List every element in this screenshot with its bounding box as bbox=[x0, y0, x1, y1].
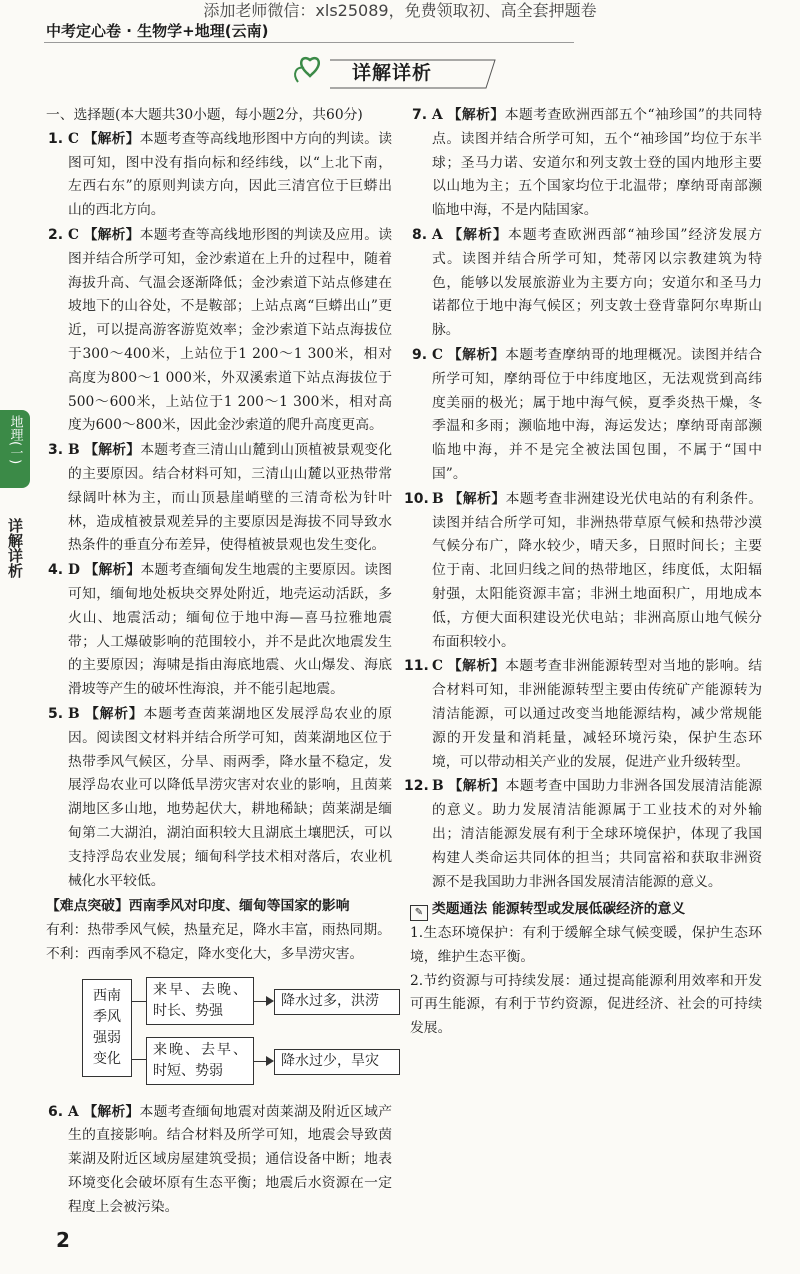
item-answer: A bbox=[432, 226, 443, 243]
diagram-result-box-1 bbox=[274, 989, 400, 1015]
item-tag: 【解析】 bbox=[84, 442, 141, 459]
answer-item-9 bbox=[410, 344, 762, 487]
header-rule bbox=[44, 42, 574, 43]
monsoon-diagram bbox=[82, 973, 412, 1097]
item-text: 本题考查等高线地形图中方向的判读。读图可知，图中没有指向标和经纬线，以“上北下南，左西右东”的原则判读方向，因此三清宫位于巨蟒出山的西北方向。 bbox=[68, 130, 393, 219]
section-title: 一、选择题(本大题共30小题，每小题2分，共60分) bbox=[46, 107, 363, 123]
page-number: 2 bbox=[56, 1228, 70, 1252]
item-number: 2. bbox=[48, 226, 64, 243]
category-note-heading bbox=[410, 898, 762, 922]
diagram-result-box-2 bbox=[274, 1049, 400, 1075]
item-answer: C bbox=[68, 130, 79, 147]
item-tag: 【解析】 bbox=[448, 778, 506, 795]
diagram-root-box bbox=[82, 979, 132, 1077]
right-column bbox=[404, 104, 763, 1041]
item-text: 本题考查中国助力非洲各国发展清洁能源的意义。助力发展清洁能源属于工业技术的对外输出；清洁能源发展有利于全球环境保护，体现了我国构建人类命运共同体的担当；共同富裕和获取非洲资源不是我国助力非洲各国发展清洁能源的意义。 bbox=[432, 778, 763, 890]
diagram-result-text-2: 降水过少，旱灾 bbox=[281, 1052, 379, 1069]
item-answer: A bbox=[68, 1103, 79, 1120]
difficulty-note-line1: 有利：热带季风气候，热量充足，降水丰富，雨热同期。 bbox=[46, 922, 391, 939]
item-number: 8. bbox=[412, 226, 428, 243]
category-note-point-2: 2.节约资源与可持续发展：通过提高能源利用效率和开发可再生能源，有利于节约资源，促进经济、社会的可持续发展。 bbox=[410, 972, 762, 1037]
answer-item-5 bbox=[46, 703, 392, 893]
item-tag: 【解析】 bbox=[83, 1103, 140, 1120]
banner-title: 详解详析 bbox=[352, 62, 433, 84]
item-text: 本题考查缅甸发生地震的主要原因。读图可知，缅甸地处板块交界处附近，地壳运动活跃，多火山、地震活动；缅甸位于地中海—喜马拉雅地震带；人工爆破影响的范围较小，并不是此次地震发生的主要原因；海啸是指由海底地震、火山爆发、海底滑坡等产生的破坏性海浪，并不能引起地震。 bbox=[68, 562, 393, 698]
answer-item-10 bbox=[404, 488, 763, 655]
arrow-head-icon bbox=[266, 996, 274, 1006]
category-note bbox=[410, 898, 762, 1041]
item-text: 本题考查非洲能源转型对当地的影响。结合材料可知，非洲能源转型主要由传统矿产能源转为清洁能源，可以通过改变当地能源结构，减少常规能源的开发量和消耗量，减轻环境污染，保护生态环境，可以带动相关产业的发展，促进产业升级转型。 bbox=[432, 658, 763, 770]
item-answer: B bbox=[432, 490, 444, 507]
item-tag: 【解析】 bbox=[447, 658, 506, 675]
item-answer: C bbox=[68, 226, 79, 243]
item-text: 本题考查欧洲西部“袖珍国”经济发展方式。读图并结合所学可知，梵蒂冈以宗教建筑为特色，能够以发展旅游业为主要方向；安道尔和圣马力诺都位于地中海气候区；列支敦士登背靠阿尔卑斯山脉。 bbox=[432, 226, 763, 339]
difficulty-note-title: 【难点突破】西南季风对印度、缅甸等国家的影响 bbox=[46, 898, 350, 915]
item-answer: B bbox=[68, 705, 80, 722]
left-column bbox=[46, 104, 392, 1221]
item-number: 6. bbox=[48, 1103, 64, 1120]
item-number: 7. bbox=[412, 107, 428, 123]
item-text: 本题考查等高线地形图的判读及应用。读图并结合所学可知，金沙索道在上升的过程中，随着海拔升高、气温会逐渐降低；金沙索道下站点修建在坡地下的山谷处，不是鞍部；上站点离“巨蟒出山”更近，可以提高游客游览效率；金沙索道下站点海拔位于300～400米，上站位于1 200～1 300米，相对高度为800～1 000米，外双溪索道下站点海拔位于500～600米，上站位于1 200～1 300米，相对高度为600～800米，因此金沙索道的爬升高度更高。 bbox=[68, 226, 393, 434]
item-number: 11. bbox=[404, 658, 429, 675]
diagram-cause-box-1 bbox=[146, 977, 254, 1025]
item-text: 本题考查三清山山麓到山顶植被景观变化的主要原因。结合材料可知，三清山山麓以亚热带常绿阔叶林为主，而山顶悬崖峭壁的三清奇松为针叶林，造成植被景观差异的主要原因是海拔不同导致水热条件的垂直分布差异，使得植被景观也发生变化。 bbox=[68, 442, 393, 554]
item-answer: D bbox=[68, 562, 80, 579]
answer-item-12 bbox=[404, 775, 763, 894]
answer-item-6 bbox=[46, 1101, 392, 1220]
answer-item-8 bbox=[410, 224, 762, 343]
item-text: 本题考查非洲建设光伏电站的有利条件。读图并结合所学可知，非洲热带草原气候和热带沙漠气候分布广，降水较少，晴天多，日照时间长；主要位于南、北回归线之间的热带地区，纬度低，太阳辐射强，太阳能资源丰富；非洲土地面积广，用地成本低，方便大面积建设光伏电站；非洲高原山地气候分布面积较小。 bbox=[432, 490, 763, 650]
item-tag: 【解析】 bbox=[84, 562, 141, 579]
subject-tab-volume: (一) bbox=[7, 441, 23, 465]
category-note-point-1: 1.生态环境保护：有利于缓解全球气候变暖，保护生态环境，维护生态平衡。 bbox=[410, 925, 762, 965]
item-tag: 【解析】 bbox=[84, 705, 144, 722]
item-number: 1. bbox=[48, 130, 64, 147]
answer-item-1 bbox=[46, 128, 392, 223]
item-answer: A bbox=[432, 107, 443, 123]
diagram-root-text: 西南季风强弱变化 bbox=[93, 987, 121, 1067]
item-text: 本题考查欧洲西部五个“袖珍国”的共同特点。读图并结合所学可知，五个“袖珍国”均位于东半球；圣马力诺、安道尔和列支敦士登的国内地形主要以山地为主；五个国家均位于北温带；摩纳哥南部濒临地中海，不是内陆国家。 bbox=[432, 107, 763, 219]
arrow-head-icon bbox=[266, 1056, 274, 1066]
category-note-title: 类题通法 能源转型或发展低碳经济的意义 bbox=[432, 901, 686, 918]
answer-item-4 bbox=[46, 559, 392, 702]
subject-tab-subject: 地理 bbox=[7, 415, 23, 441]
item-answer: B bbox=[432, 778, 444, 795]
item-tag: 【解析】 bbox=[447, 346, 506, 363]
item-tag: 【解析】 bbox=[447, 107, 505, 123]
item-number: 4. bbox=[48, 562, 64, 579]
answer-item-11 bbox=[404, 655, 763, 774]
diagram-cause-box-2 bbox=[146, 1037, 254, 1085]
item-answer: C bbox=[432, 658, 443, 675]
item-tag: 【解析】 bbox=[448, 490, 506, 507]
item-text: 本题考查茵莱湖地区发展浮岛农业的原因。阅读图文材料并结合所学可知，茵莱湖地区位于热带季风气候区，分旱、雨两季，降水量不稳定，发展浮岛农业可以降低旱涝灾害对农业的影响，且茵莱湖地区多山地，地势起伏大，耕地稀缺；茵莱湖是缅甸第二大湖泊，湖泊面积较大且湖底土壤肥沃，可以支持浮岛农业发展；缅甸科学技术相对落后，农业机械化水平较低。 bbox=[68, 705, 393, 889]
running-head: 中考定心卷 · 生物学+地理(云南) bbox=[46, 22, 269, 40]
item-number: 5. bbox=[48, 705, 64, 722]
item-tag: 【解析】 bbox=[83, 226, 140, 243]
item-answer: C bbox=[432, 346, 443, 363]
answer-item-3 bbox=[46, 439, 392, 558]
method-icon: ✎ bbox=[410, 905, 428, 921]
subject-tab bbox=[0, 410, 30, 488]
diagram-result-text-1: 降水过多，洪涝 bbox=[281, 992, 379, 1009]
item-number: 9. bbox=[412, 346, 428, 363]
item-text: 本题考查摩纳哥的地理概况。读图并结合所学可知，摩纳哥位于中纬度地区，无法观赏到高纬度美丽的极光；属于地中海气候，夏季炎热干燥，冬季温和多雨；濒临地中海，海运发达；摩纳哥南部濒临地中海，并不是完全被法国包围，不属于“国中国”。 bbox=[432, 346, 763, 482]
item-tag: 【解析】 bbox=[448, 226, 508, 243]
diagram-cause-text-1: 来早、去晚、时长、势强 bbox=[153, 981, 247, 1019]
diagram-cause-text-2: 来晚、去早、时短、势弱 bbox=[153, 1041, 247, 1079]
diagram-connector bbox=[132, 1059, 146, 1060]
answer-item-7 bbox=[410, 104, 762, 223]
answer-item-2 bbox=[46, 224, 392, 438]
difficulty-note bbox=[46, 895, 392, 966]
side-label: 详解详析 bbox=[6, 518, 24, 578]
difficulty-note-line2: 不利：西南季风不稳定，降水变化大，多旱涝灾害。 bbox=[46, 945, 364, 962]
item-text: 本题考查缅甸地震对茵莱湖及附近区域产生的直接影响。结合材料及所学可知，地震会导致茵莱湖及附近区域房屋建筑受损；通信设备中断；地表环境变化会破坏原有生态平衡；地震后水资源在一定程度上会被污染。 bbox=[68, 1103, 393, 1215]
item-number: 3. bbox=[48, 442, 64, 459]
item-answer: B bbox=[68, 442, 80, 459]
item-tag: 【解析】 bbox=[83, 130, 140, 147]
item-number: 10. bbox=[404, 490, 429, 507]
watermark-text: 添加老师微信：xls25089，免费领取初、高全套押题卷 bbox=[203, 1, 597, 20]
diagram-connector bbox=[132, 1001, 146, 1002]
item-number: 12. bbox=[404, 778, 429, 795]
